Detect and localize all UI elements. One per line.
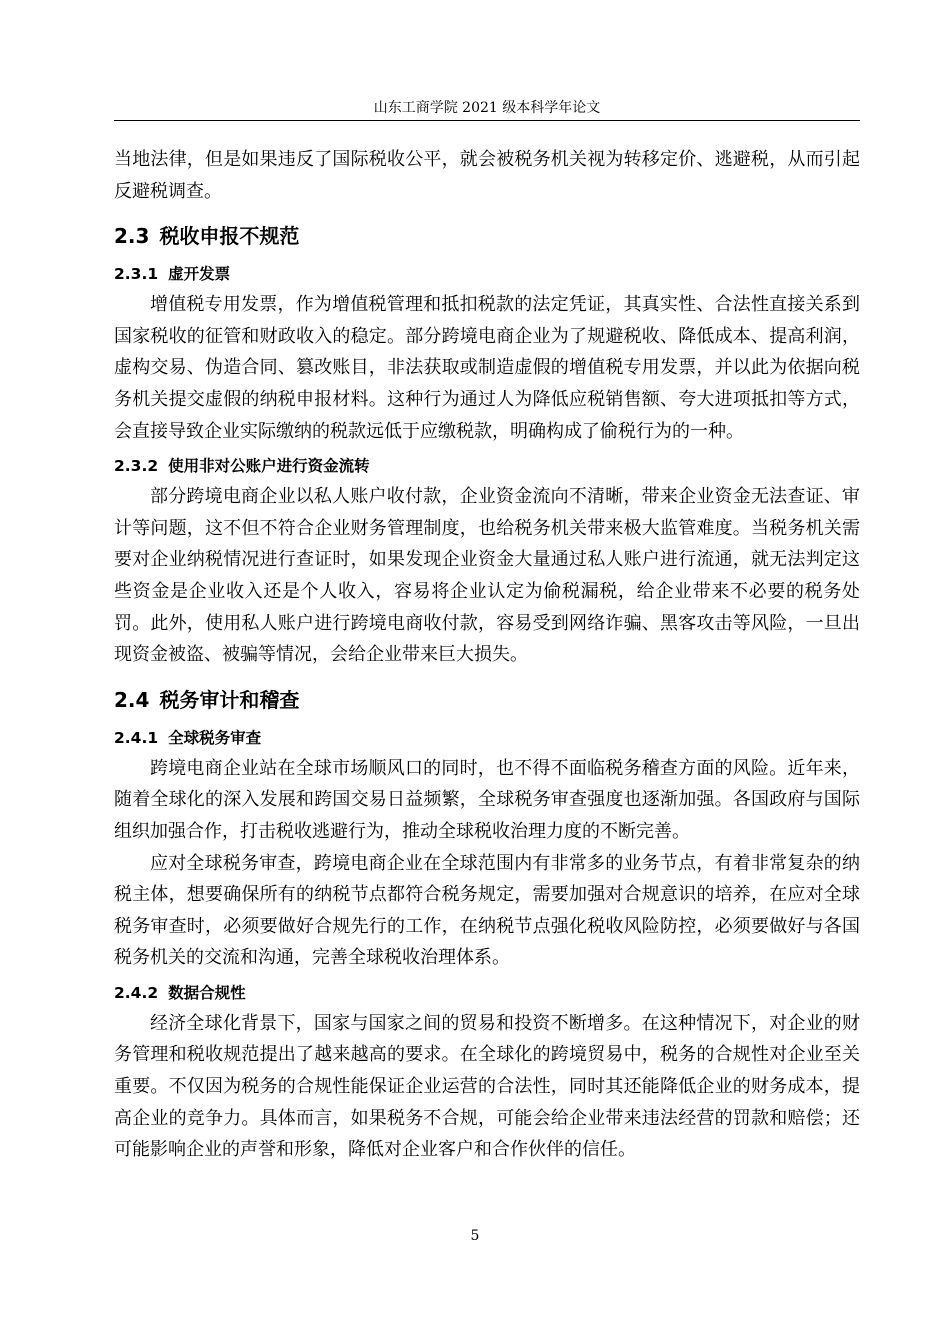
- subsection-heading-2-3-2: [114, 453, 860, 479]
- page-body: [114, 144, 860, 1166]
- paragraph: 经济全球化背景下，国家与国家之间的贸易和投资不断增多。在这种情况下，对企业的财务管理和税收规范提出了越来越高的要求。在全球化的跨境贸易中，税务的合规性对企业至关重要。不仅因为税务的合规性能保证企业运营的合法性，同时其还能降低企业的财务成本，提高企业的竞争力。具体而言，如果税务不合规，可能会给企业带来违法经营的罚款和赔偿；还可能影响企业的声誉和形象，降低对企业客户和合作伙伴的信任。: [114, 1012, 860, 1161]
- subsection-heading-2-3-1: [114, 261, 860, 287]
- subsection-title: 数据合规性: [168, 983, 246, 1002]
- paragraph: 部分跨境电商企业以私人账户收付款，企业资金流向不清晰，带来企业资金无法查证、审计等问题，这不但不符合企业财务管理制度，也给税务机关带来极大监管难度。当税务机关需要对企业纳税情况进行查证时，如果发现企业资金大量通过私人账户进行流通，就无法判定这些资金是企业收入还是个人收入，容易将企业认定为偷税漏税，给企业带来不必要的税务处罚。此外，使用私人账户进行跨境电商收付款，容易受到网络诈骗、黑客攻击等风险，一旦出现资金被盗、被骗等情况，会给企业带来巨大损失。: [114, 486, 860, 666]
- subsection-number: 2.3.1: [114, 265, 159, 284]
- subsection-title: 虚开发票: [168, 265, 231, 284]
- paragraph: 跨境电商企业站在全球市场顺风口的同时，也不得不面临税务稽查方面的风险。近年来，随着全球化的深入发展和跨国交易日益频繁，全球税务审查强度也逐渐加强。各国政府与国际组织加强合作，打击税收逃避行为，推动全球税收治理力度的不断完善。: [114, 757, 860, 842]
- paragraph-continuation: 当地法律，但是如果违反了国际税收公平，就会被税务机关视为转移定价、逃避税，从而引起反避税调查。: [114, 149, 860, 202]
- paragraph: 增值税专用发票，作为增值税管理和抵扣税款的法定凭证，其真实性、合法性直接关系到国家税收的征管和财政收入的稳定。部分跨境电商企业为了规避税收、降低成本、提高利润，虚构交易、伪造合同、篡改账目，非法获取或制造虚假的增值税专用发票，并以此为依据向税务机关提交虚假的纳税申报材料。这种行为通过人为降低应税销售额、夸大进项抵扣等方式，会直接导致企业实际缴纳的税款远低于应缴税款，明确构成了偷税行为的一种。: [114, 294, 860, 442]
- section-heading-2-4: [114, 685, 860, 715]
- paragraph: 应对全球税务审查，跨境电商企业在全球范围内有非常多的业务节点，有着非常复杂的纳税主体，想要确保所有的纳税节点都符合税务规定，需要加强对合规意识的培养，在应对全球税务审查时，必须要做好合规先行的工作，在纳税节点强化税收风险防控，必须要做好与各国税务机关的交流和沟通，完善全球税收治理体系。: [114, 852, 860, 969]
- section-title: 税收申报不规范: [159, 224, 300, 249]
- subsection-heading-2-4-1: [114, 725, 860, 751]
- section-number: 2.4: [114, 687, 150, 712]
- subsection-number: 2.4.2: [114, 983, 159, 1002]
- subsection-number: 2.3.2: [114, 457, 159, 476]
- header-rule: [114, 120, 860, 121]
- subsection-number: 2.4.1: [114, 728, 159, 747]
- subsection-title: 使用非对公账户进行资金流转: [168, 457, 370, 476]
- section-number: 2.3: [114, 224, 150, 249]
- subsection-title: 全球税务审查: [168, 728, 262, 747]
- page-number: 5: [470, 1228, 480, 1244]
- subsection-heading-2-4-2: [114, 980, 860, 1006]
- section-heading-2-3: [114, 221, 860, 251]
- section-title: 税务审计和稽查: [159, 687, 300, 712]
- running-header: 山东工商学院 2021 级本科学年论文: [373, 100, 601, 116]
